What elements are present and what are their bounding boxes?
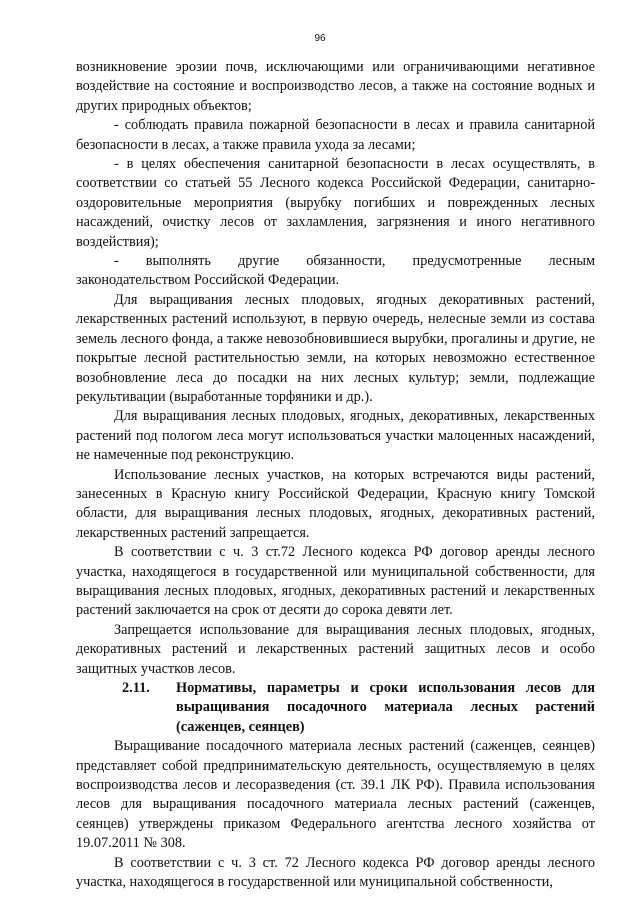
- paragraph: Выращивание посадочного материала лесных растений (саженцев, сеянцев) представляет собой предпринимательскую деятельность, осуществляемую в целях воспроизводства лесов и лесоразведения (ст. 39.1 ЛК РФ). Правила использования лесов для выращивания посадочного материала лесных растений (саженцев, сеянцев) утверждены приказом Федерального агентства лесного хозяйства от 19.07.2011 № 308.: [76, 738, 595, 852]
- paragraph: - соблюдать правила пожарной безопасности в лесах и правила санитарной безопасности в лесах, а также правила ухода за лесами;: [76, 117, 595, 153]
- paragraph: - выполнять другие обязанности, предусмотренные лесным законодательством Российской Федерации.: [76, 253, 595, 289]
- section-heading: [76, 679, 595, 737]
- page-body: [76, 58, 595, 892]
- paragraphs-before-heading: [76, 58, 595, 679]
- section-title: Нормативы, параметры и сроки использования лесов для выращивания посадочного материала лесных растений (саженцев, сеянцев): [176, 680, 595, 735]
- paragraph: Для выращивания лесных плодовых, ягодных декоративных растений, лекарственных растений используют, в первую очередь, нелесные земли из состава земель лесного фонда, а также невозобновившиеся вырубки, прогалины и другие, не покрытые лесной растительностью земли, на которых невозможно естественное возобновление леса до посадки на них лесных культур; земли, подлежащие рекультивации (выработанные торфяники и др.).: [76, 291, 595, 405]
- paragraph: Использование лесных участков, на которых встречаются виды растений, занесенных в Красную книгу Российской Федерации, Красную книгу Томской области, для выращивания лесных плодовых, ягодных, декоративных растений, лекарственных растений запрещается.: [76, 466, 595, 541]
- page-number: 96: [314, 33, 326, 44]
- paragraph: В соответствии с ч. 3 ст.72 Лесного кодекса РФ договор аренды лесного участка, находящегося в государственной или муниципальной собственности, для выращивания лесных плодовых, ягодных, декоративных растений и лекарственных растений заключается на срок от десяти до сорока девяти лет.: [76, 544, 595, 619]
- section-number: 2.11.: [122, 680, 150, 696]
- paragraphs-after-heading: [76, 737, 595, 892]
- paragraph: возникновение эрозии почв, исключающими или ограничивающими негативное воздействие на состояние и воспроизводство лесов, а также на состояние водных и других природных объектов;: [76, 59, 595, 114]
- paragraph: В соответствии с ч. 3 ст. 72 Лесного кодекса РФ договор аренды лесного участка, находящегося в государственной или муниципальной собственности,: [76, 854, 595, 891]
- paragraph: - в целях обеспечения санитарной безопасности в лесах осуществлять, в соответствии со статьей 55 Лесного кодекса Российской Федерации, санитарно-оздоровительные мероприятия (вырубку погибших и поврежденных лесных насаждений, очистку лесов от захламления, загрязнения и иного негативного воздействия);: [76, 156, 595, 250]
- paragraph: Запрещается использование для выращивания лесных плодовых, ягодных, декоративных растений и лекарственных растений защитных лесов и особо защитных участков лесов.: [76, 621, 595, 677]
- paragraph: Для выращивания лесных плодовых, ягодных, декоративных, лекарственных растений под пологом леса могут использоваться участки малоценных насаждений, не намеченные под реконструкцию.: [76, 408, 595, 464]
